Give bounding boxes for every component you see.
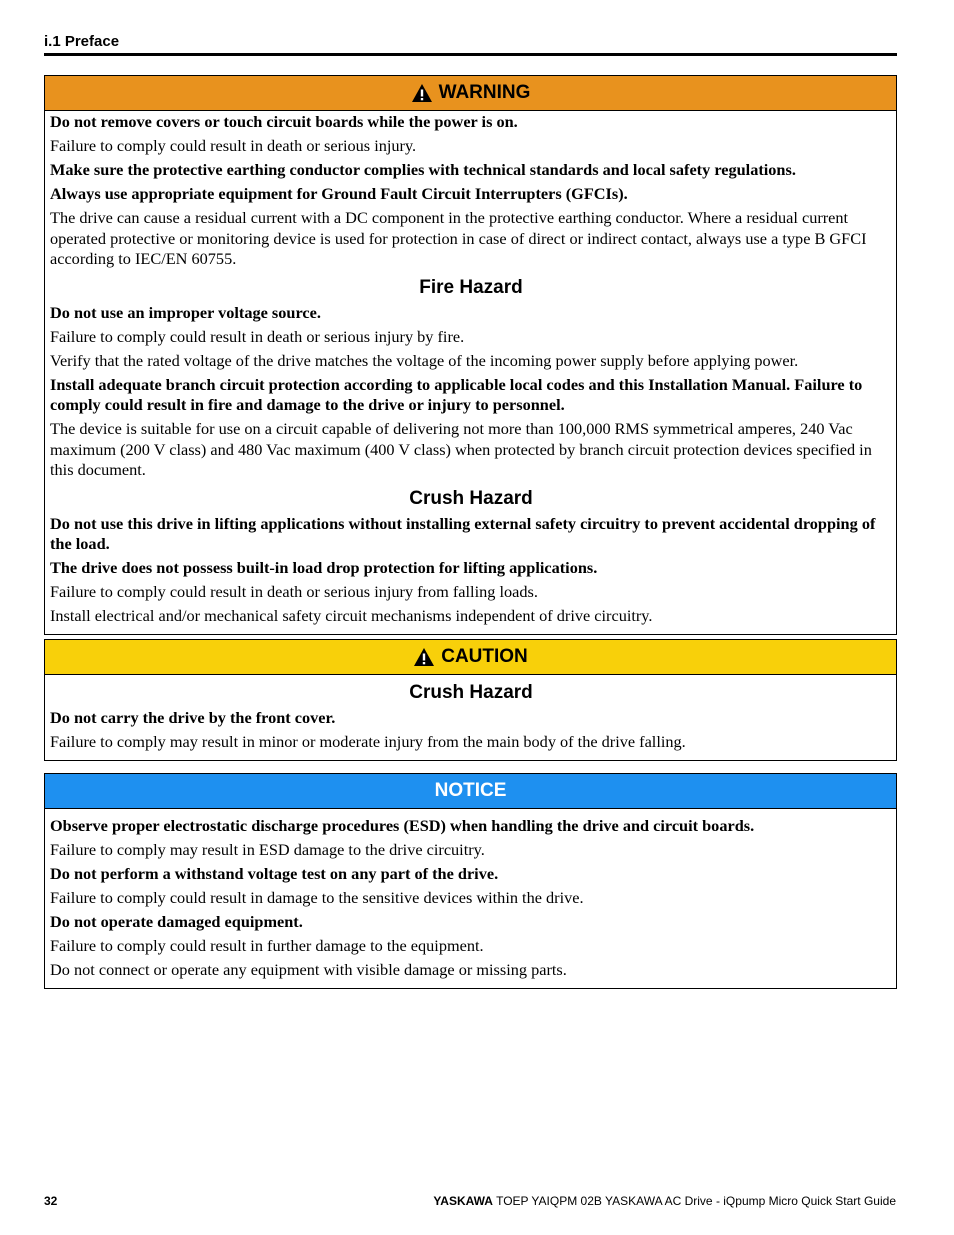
notice-body — [45, 809, 896, 988]
warning-box — [44, 75, 897, 635]
document-title: TOEP YAIQPM 02B YASKAWA AC Drive - iQpump Micro Quick Start Guide — [496, 1194, 896, 1208]
notice-text: Observe proper electrostatic discharge procedures (ESD) when handling the drive and circuit boards. — [50, 816, 755, 835]
warning-text: Failure to comply could result in death or serious injury. — [50, 136, 417, 155]
brand-name: YASKAWA — [433, 1194, 493, 1208]
notice-text: Failure to comply could result in damage to the sensitive devices within the drive. — [50, 888, 584, 907]
notice-text: Do not perform a withstand voltage test on any part of the drive. — [50, 864, 499, 883]
section-header: i.1 Preface — [44, 33, 897, 56]
fire-hazard-text: Do not use an improper voltage source. — [50, 302, 321, 322]
caution-title: CAUTION — [441, 646, 528, 667]
warning-text: The drive can cause a residual current with a DC component in the protective earthing conductor. Where a residual current operated protective or monitoring device is used for protection in case of direct or indirect contact, always use a type B GFCI according to IEC/EN 60755. — [50, 208, 867, 268]
notice-text: Do not connect or operate any equipment with visible damage or missing parts. — [50, 960, 567, 979]
caution-body — [45, 682, 896, 760]
crush-hazard-text: Do not use this drive in lifting applications without installing external safety circuitry to prevent accidental dropping of the load. — [50, 513, 876, 553]
warning-title: WARNING — [438, 82, 531, 103]
crush-hazard-text: The drive does not possess built-in load drop protection for lifting applications. — [50, 558, 598, 577]
warning-body — [45, 112, 896, 634]
caution-box — [44, 639, 897, 761]
crush-hazard-text: Failure to comply could result in death or serious injury from falling loads. — [50, 582, 538, 601]
notice-text: Do not operate damaged equipment. — [50, 912, 303, 931]
fire-hazard-text: Failure to comply could result in death or serious injury by fire. — [50, 326, 465, 346]
fire-hazard-text: Install adequate branch circuit protection according to applicable local codes and this Installation Manual. Failure to comply could result in fire and damage to the drive or injury to personnel. — [50, 374, 863, 414]
warning-header — [45, 76, 896, 111]
notice-text: Failure to comply could result in further damage to the equipment. — [50, 936, 484, 955]
notice-box — [44, 773, 897, 989]
alert-triangle-icon — [411, 83, 433, 103]
fire-hazard-heading: Fire Hazard — [419, 276, 523, 298]
notice-text: Failure to comply may result in ESD damage to the drive circuitry. — [50, 840, 485, 859]
fire-hazard-text: The device is suitable for use on a circuit capable of delivering not more than 100,000 RMS symmetrical amperes, 240 Vac maximum (200 V class) and 480 Vac maximum (400 V class) when protected by branch circuit protection devices specified in this document. — [50, 419, 872, 479]
page-number: 32 — [44, 1194, 58, 1208]
notice-title: NOTICE — [434, 780, 507, 801]
caution-header — [45, 640, 896, 675]
warning-text: Make sure the protective earthing conductor complies with technical standards and local safety regulations. — [50, 160, 796, 179]
warning-text: Always use appropriate equipment for Ground Fault Circuit Interrupters (GFCIs). — [50, 184, 628, 203]
fire-hazard-text: Verify that the rated voltage of the drive matches the voltage of the incoming power supply before applying power. — [50, 350, 799, 370]
caution-text: Failure to comply may result in minor or moderate injury from the main body of the drive falling. — [50, 732, 686, 751]
document-footer — [433, 1194, 896, 1208]
caution-text: Do not carry the drive by the front cover. — [50, 708, 336, 727]
crush-hazard-text: Install electrical and/or mechanical safety circuit mechanisms independent of drive circuitry. — [50, 606, 653, 625]
warning-text: Do not remove covers or touch circuit boards while the power is on. — [50, 112, 518, 131]
notice-header — [45, 774, 896, 809]
crush-hazard-heading: Crush Hazard — [409, 682, 533, 703]
crush-hazard-heading: Crush Hazard — [409, 487, 533, 509]
alert-triangle-icon — [413, 647, 435, 667]
